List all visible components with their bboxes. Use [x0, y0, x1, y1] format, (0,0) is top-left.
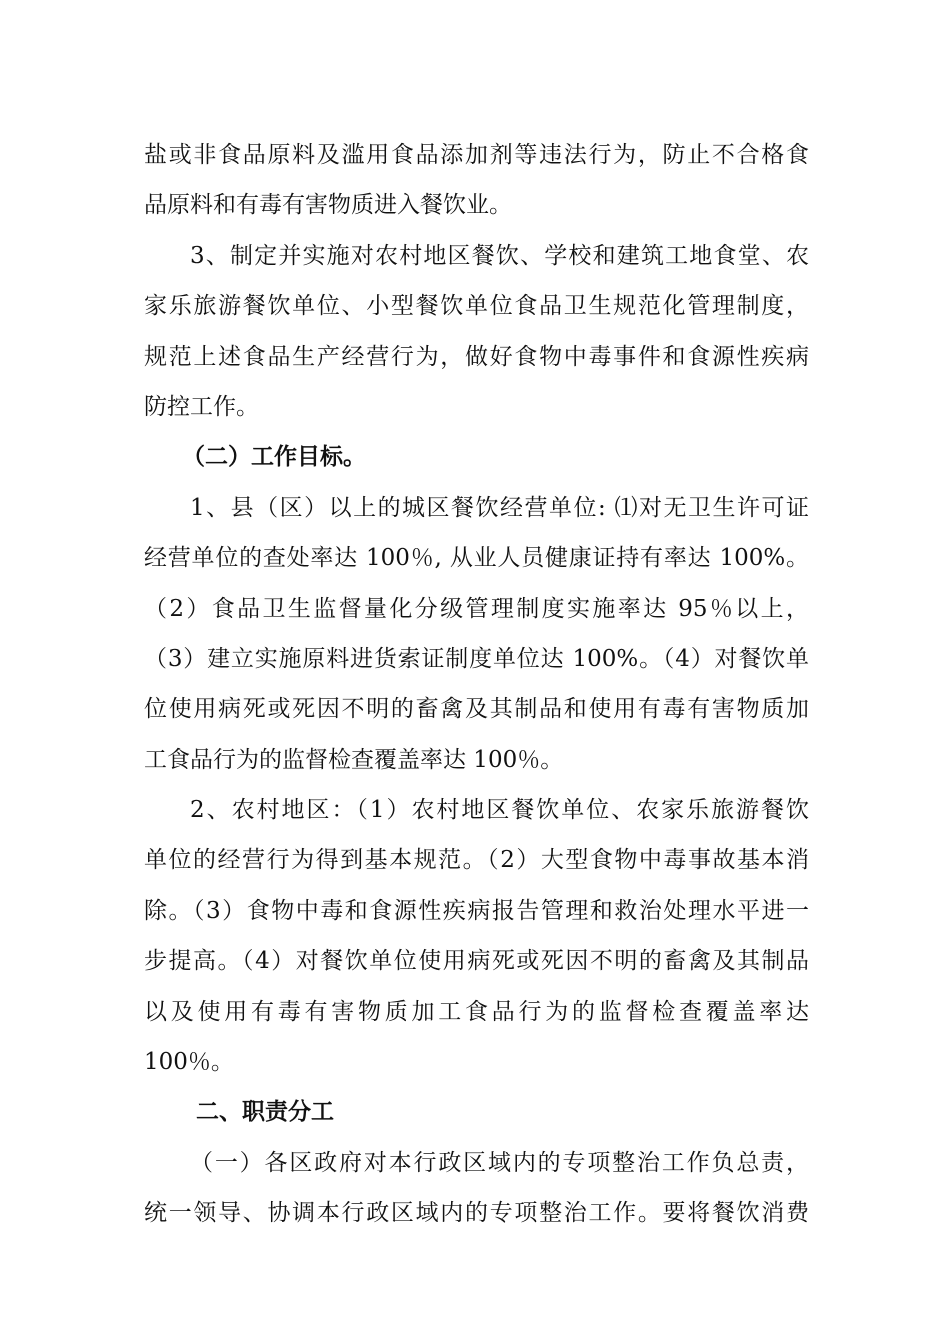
- body-line: 工食品行为的监督检查覆盖率达 100％。: [144, 746, 564, 773]
- body-line: 统一领导、协调本行政区域内的专项整治工作。要将餐饮消费: [144, 1200, 809, 1227]
- body-line: 1、县（区）以上的城区餐饮经营单位: ⑴对无卫生许可证: [190, 494, 809, 521]
- body-line: 品原料和有毒有害物质进入餐饮业。: [144, 192, 512, 219]
- body-line: 以及使用有毒有害物质加工食品行为的监督检查覆盖率达: [144, 998, 809, 1025]
- body-line: 规范上述食品生产经营行为，做好食物中毒事件和食源性疾病: [144, 343, 809, 370]
- body-line: 经营单位的查处率达 100％, 从业人员健康证持有率达 100%。: [144, 545, 809, 572]
- body-line: 2、农村地区：（1）农村地区餐饮单位、农家乐旅游餐饮: [190, 797, 809, 824]
- body-line: 盐或非食品原料及滥用食品添加剂等违法行为，防止不合格食: [144, 142, 809, 168]
- body-line: 单位的经营行为得到基本规范。（2）大型食物中毒事故基本消: [144, 847, 809, 874]
- body-line: （一）各区政府对本行政区域内的专项整治工作负总责，: [190, 1149, 809, 1176]
- section-heading: 二、职责分工: [196, 1098, 334, 1126]
- body-line: （3）建立实施原料进货索证制度单位达 100%。（4）对餐饮单: [144, 645, 809, 672]
- section-subheading: （二）工作目标。: [182, 443, 366, 471]
- body-line: 家乐旅游餐饮单位、小型餐饮单位食品卫生规范化管理制度，: [144, 293, 809, 320]
- body-line: 位使用病死或死因不明的畜禽及其制品和使用有毒有害物质加: [144, 696, 809, 723]
- body-line: 防控工作。: [144, 393, 259, 420]
- document-body: [144, 130, 809, 1239]
- body-line: 100％。: [144, 1049, 234, 1076]
- body-line: 除。（3）食物中毒和食源性疾病报告管理和救治处理水平进一: [144, 897, 809, 924]
- body-line: 步提高。（4）对餐饮单位使用病死或死因不明的畜禽及其制品: [144, 948, 809, 975]
- body-line: （2）食品卫生监督量化分级管理制度实施率达 95％以上，: [144, 595, 809, 622]
- body-line: 3、制定并实施对农村地区餐饮、学校和建筑工地食堂、农: [190, 242, 809, 269]
